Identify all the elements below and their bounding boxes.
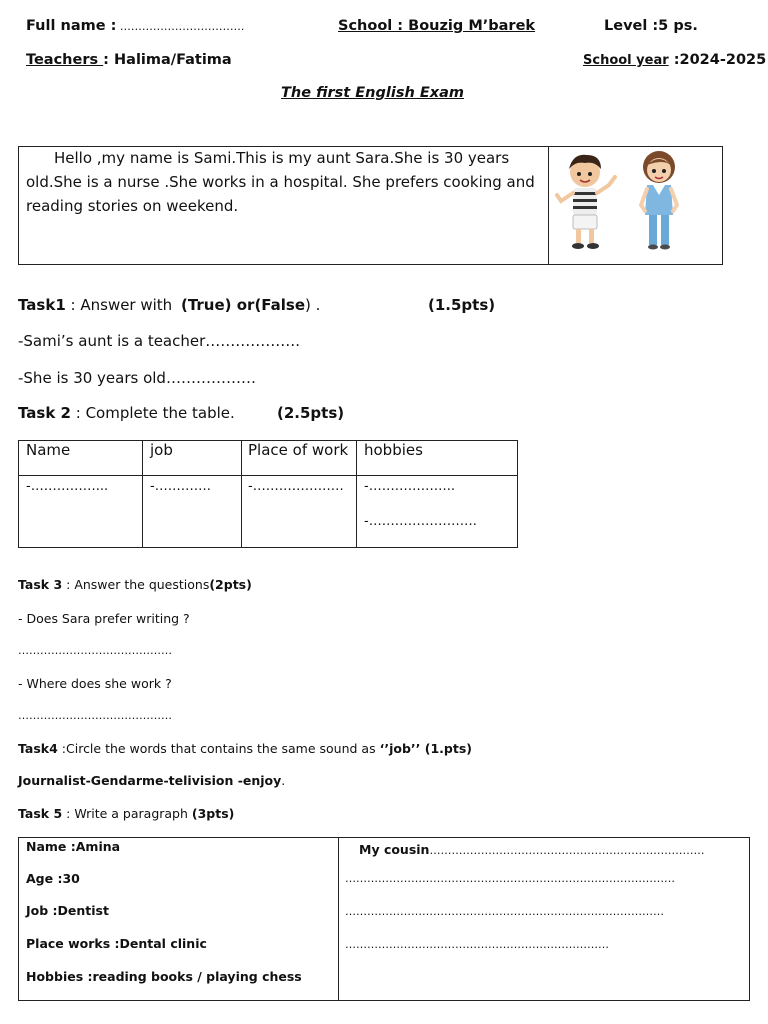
full-name-field [26, 18, 244, 34]
school-year-label: School year [583, 53, 669, 68]
task5-label: Task 5 [18, 806, 63, 821]
task4-word-list-end: . [281, 773, 286, 788]
table-cell-hobbies-2: -……………………. [364, 514, 477, 529]
children-illustration [553, 149, 683, 255]
full-name-label: Full name : [26, 18, 117, 34]
task1-instruction-end: ) . [305, 296, 321, 314]
task1-instruction: : Answer with [65, 296, 177, 314]
exam-title: The first English Exam [281, 85, 464, 101]
task5-instruction: : Write a paragraph [62, 806, 192, 821]
task2-points: (2.5pts) [277, 404, 345, 422]
paragraph-start-text: My cousin [359, 842, 430, 857]
task3-question-1: - Does Sara prefer writing ? [18, 611, 190, 626]
paragraph-start [359, 839, 704, 858]
profile-age: Age :30 [26, 871, 80, 886]
paragraph-line-3: ……………………………………………………………… [345, 938, 609, 951]
task1-points: (1.5pts) [428, 296, 496, 314]
task2-col-divider-1 [142, 440, 143, 548]
table-header-place: Place of work [248, 441, 349, 459]
table-header-name: Name [26, 441, 71, 459]
task2-heading [18, 404, 235, 422]
paragraph-line-2: …………………………………………………………………………… [345, 905, 664, 918]
task3-instruction: : Answer the questions [62, 577, 210, 592]
full-name-dots: ……………………………. [116, 20, 245, 33]
task5-points: (3pts) [191, 806, 235, 821]
task3-heading [18, 577, 252, 592]
boy-figure [557, 155, 615, 249]
task1-label: Task1 [18, 296, 66, 314]
task2-col-divider-2 [241, 440, 242, 548]
profile-hobbies: Hobbies :reading books / playing chess [26, 969, 302, 984]
school-year-value: :2024-2025 [668, 52, 767, 68]
level: Level :5 ps. [604, 18, 698, 34]
paragraph-line-1: ……………………………………………………………………………… [345, 872, 675, 885]
task1-options: (True) or(False [180, 296, 306, 314]
task3-label: Task 3 [18, 577, 63, 592]
task2-instruction: : Complete the table. [70, 404, 235, 422]
school-year [583, 52, 766, 68]
teachers [26, 52, 232, 68]
profile-name: Name :Amina [26, 839, 121, 854]
paragraph-start-dots: ………………………………………………………………… [429, 844, 705, 857]
story-text: Hello ,my name is Sami.This is my aunt Sara.She is 30 years old.She is a nurse .She works in a hospital. She prefers cooking and reading stories on weekend. [26, 149, 535, 215]
task4-word-list: Journalist-Gendarme-telivision -enjoy [18, 773, 282, 788]
profile-job: Job :Dentist [26, 903, 109, 918]
task1-item-2: -She is 30 years old……………… [18, 369, 256, 387]
table-cell-job: -…………. [150, 479, 211, 494]
task1-heading [18, 296, 320, 314]
table-cell-name: -……………... [26, 479, 109, 494]
task5-heading [18, 806, 234, 821]
task4-label: Task4 [18, 741, 58, 756]
task2-col-divider-3 [356, 440, 357, 548]
profile-place: Place works :Dental clinic [26, 936, 207, 951]
task4-heading [18, 741, 472, 756]
task3-answer-line-2: …………………………………… [18, 709, 172, 722]
table-cell-place: -………………… [248, 479, 344, 494]
table-header-hobbies: hobbies [364, 441, 423, 459]
task4-words [18, 773, 285, 788]
table-header-job: job [150, 441, 173, 459]
story-divider [548, 146, 549, 265]
task3-question-2: - Where does she work ? [18, 676, 172, 691]
task4-word: ‘’job’’ [379, 741, 421, 756]
table-cell-hobbies-1: -……………….. [364, 479, 455, 494]
task3-points: (2pts) [209, 577, 252, 592]
task4-points: (1.pts) [420, 741, 472, 756]
woman-figure [641, 151, 677, 250]
teachers-value: : Halima/Fatima [103, 52, 232, 68]
school-name: School : Bouzig M’barek [338, 18, 536, 34]
task5-divider [338, 837, 339, 1001]
task2-table-row-divider [18, 475, 518, 476]
task1-item-1: -Sami’s aunt is a teacher………………. [18, 332, 301, 350]
task3-answer-line-1: …………………………………… [18, 644, 172, 657]
task2-label: Task 2 [18, 404, 71, 422]
task4-instruction: :Circle the words that contains the same sound as [57, 741, 380, 756]
teachers-label: Teachers [26, 52, 104, 68]
